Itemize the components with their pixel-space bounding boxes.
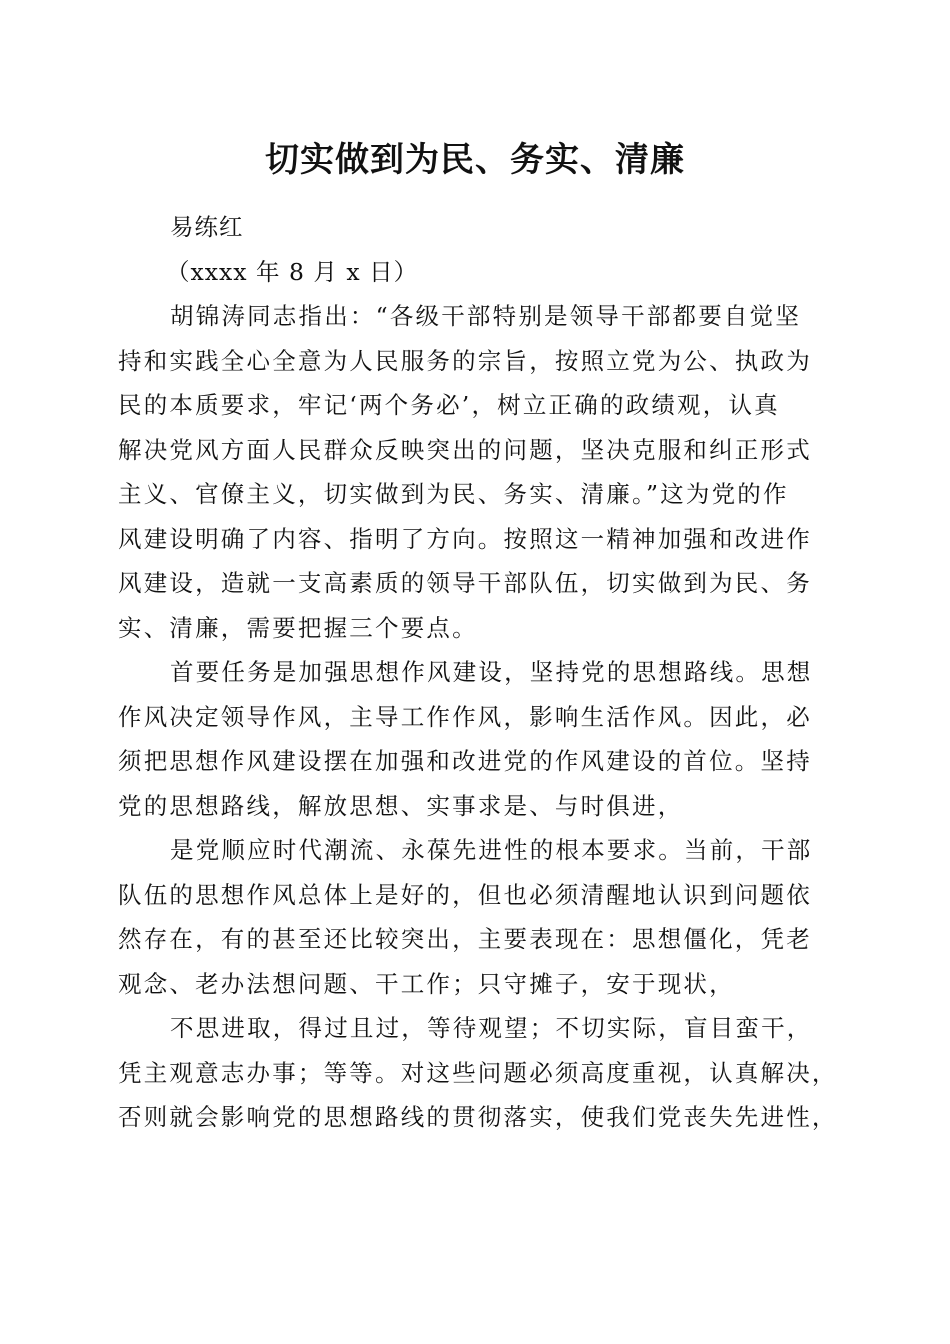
text-line: 胡锦涛同志指出：“各级干部特别是领导干部都要自觉坚 <box>170 302 802 330</box>
document-body <box>118 205 838 1140</box>
text-line: 须把思想作风建设摆在加强和改进党的作风建设的首位。坚持 <box>118 747 812 775</box>
document-title: 切实做到为民、务实、清廉 <box>265 140 685 180</box>
text-line: 风建设明确了内容、指明了方向。按照这一精神加强和改进作 <box>118 524 812 553</box>
text-line: 不思进取，得过且过，等待观望；不切实际，盲目蛮干， <box>170 1014 813 1042</box>
text-line: 首要任务是加强思想作风建设，坚持党的思想路线。思想 <box>170 658 813 686</box>
text-line: 凭主观意志办事；等等。对这些问题必须高度重视，认真解决， <box>118 1058 838 1087</box>
text-line: 主义、官僚主义，切实做到为民、务实、清廉。”这为党的作 <box>118 480 789 508</box>
text-line: 否则就会影响党的思想路线的贯彻落实，使我们党丧失先进性， <box>118 1103 838 1131</box>
text-line: 实、清廉，需要把握三个要点。 <box>118 613 478 642</box>
text-line: 然存在，有的甚至还比较突出，主要表现在：思想僵化，凭老 <box>118 925 812 953</box>
date-line: （xxxx 年 8 月 x 日） <box>166 257 419 286</box>
paragraph-lines <box>118 294 838 1140</box>
text-line: 解决党风方面人民群众反映突出的问题，坚决克服和纠正形式 <box>118 435 812 464</box>
text-line: 风建设，造就一支高素质的领导干部队伍，切实做到为民、务 <box>118 569 812 597</box>
text-line: 党的思想路线，解放思想、实事求是、与时俱进， <box>118 791 684 820</box>
text-line: 队伍的思想作风总体上是好的，但也必须清醒地认识到问题依 <box>118 880 812 909</box>
text-line: 民的本质要求，牢记‘两个务必’，树立正确的政绩观，认真 <box>118 391 780 419</box>
author-line: 易练红 <box>170 213 244 241</box>
text-line: 持和实践全心全意为人民服务的宗旨，按照立党为公、执政为 <box>118 346 812 375</box>
text-line: 观念、老办法想问题、干工作；只守摊子，安于现状， <box>118 969 735 998</box>
text-line: 是党顺应时代潮流、永葆先进性的根本要求。当前，干部 <box>170 836 813 864</box>
text-line: 作风决定领导作风，主导工作作风，影响生活作风。因此，必 <box>118 702 812 731</box>
